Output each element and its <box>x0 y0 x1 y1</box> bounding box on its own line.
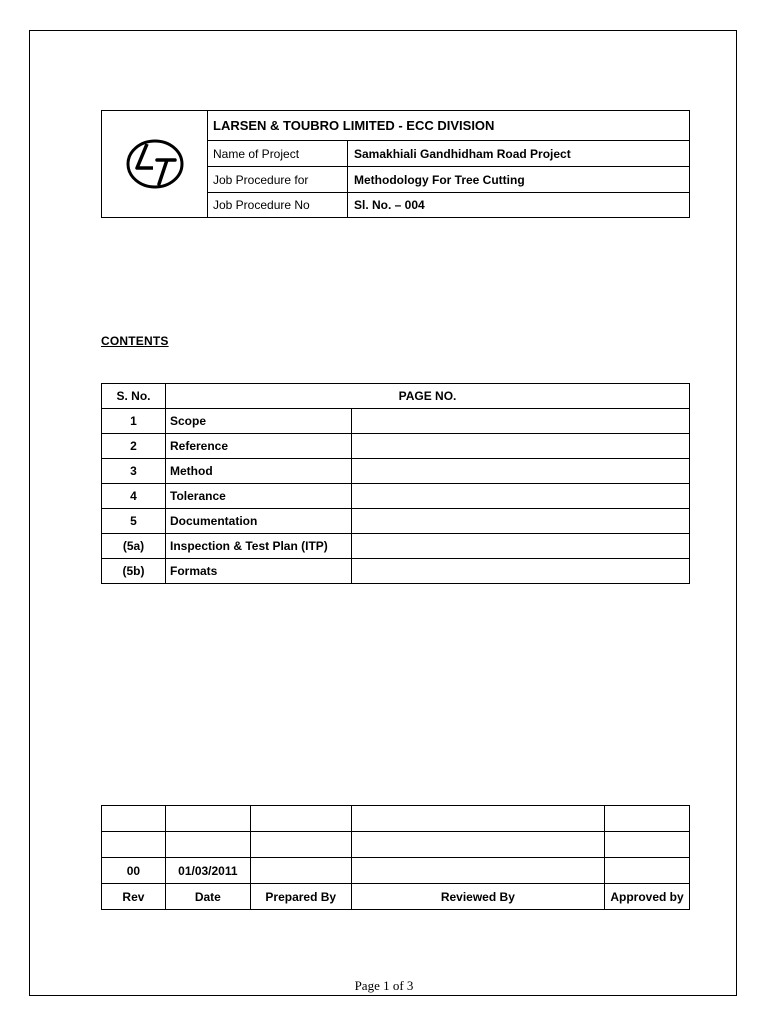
item-no: 4 <box>102 484 166 509</box>
contents-row <box>102 534 690 559</box>
reviewed-cell <box>351 806 604 832</box>
item-title: Inspection & Test Plan (ITP) <box>166 534 352 559</box>
date-cell <box>165 832 250 858</box>
item-no: 1 <box>102 409 166 434</box>
header-value: Methodology For Tree Cutting <box>354 172 525 187</box>
revision-row <box>102 858 690 884</box>
col-sno: S. No. <box>102 384 166 409</box>
header-row <box>208 167 689 193</box>
header-label: Job Procedure No <box>208 193 348 217</box>
reviewed-by-header: Reviewed By <box>351 884 604 910</box>
revision-row <box>102 806 690 832</box>
item-title: Formats <box>166 559 352 584</box>
lt-logo-icon <box>123 136 187 192</box>
approved-cell <box>605 806 690 832</box>
reviewed-cell <box>351 832 604 858</box>
item-no: 2 <box>102 434 166 459</box>
item-title: Method <box>166 459 352 484</box>
contents-row <box>102 459 690 484</box>
item-page <box>352 484 690 509</box>
item-title: Reference <box>166 434 352 459</box>
contents-row <box>102 559 690 584</box>
header-value: Sl. No. – 004 <box>354 198 425 212</box>
item-page <box>352 534 690 559</box>
date-header: Date <box>165 884 250 910</box>
header-table <box>207 110 690 218</box>
prepared-cell <box>250 832 351 858</box>
rev-cell: 00 <box>102 858 166 884</box>
revision-table <box>101 805 690 910</box>
header-label: Name of Project <box>208 141 348 166</box>
item-title: Documentation <box>166 509 352 534</box>
item-title: Scope <box>166 409 352 434</box>
revision-header-row <box>102 884 690 910</box>
item-no: 3 <box>102 459 166 484</box>
item-no: (5a) <box>102 534 166 559</box>
contents-heading: CONTENTS <box>101 334 169 348</box>
prepared-cell <box>250 858 351 884</box>
item-page <box>352 559 690 584</box>
contents-row <box>102 484 690 509</box>
contents-table <box>101 383 690 584</box>
page-number: Page 1 of 3 <box>354 978 414 993</box>
item-title: Tolerance <box>166 484 352 509</box>
header-row <box>208 193 689 217</box>
item-no: 5 <box>102 509 166 534</box>
prepared-cell <box>250 806 351 832</box>
contents-row <box>102 509 690 534</box>
item-page <box>352 409 690 434</box>
header-row <box>208 141 689 167</box>
approved-cell <box>605 858 690 884</box>
date-cell <box>165 806 250 832</box>
item-page <box>352 459 690 484</box>
rev-header: Rev <box>102 884 166 910</box>
date-cell: 01/03/2011 <box>165 858 250 884</box>
contents-row <box>102 434 690 459</box>
col-page-no: PAGE NO. <box>166 384 690 409</box>
item-page <box>352 509 690 534</box>
header-value: Samakhiali Gandhidham Road Project <box>354 146 571 161</box>
contents-header-row <box>102 384 690 409</box>
item-page <box>352 434 690 459</box>
prepared-by-header: Prepared By <box>250 884 351 910</box>
logo-cell <box>101 110 207 218</box>
header-company-row <box>208 111 689 141</box>
rev-cell <box>102 832 166 858</box>
company-name: LARSEN & TOUBRO LIMITED - ECC DIVISION <box>213 118 495 133</box>
revision-row <box>102 832 690 858</box>
header-label: Job Procedure for <box>208 167 348 192</box>
rev-cell <box>102 806 166 832</box>
approved-by-header: Approved by <box>605 884 690 910</box>
reviewed-cell <box>351 858 604 884</box>
approved-cell <box>605 832 690 858</box>
contents-row <box>102 409 690 434</box>
document-header <box>101 110 690 219</box>
item-no: (5b) <box>102 559 166 584</box>
